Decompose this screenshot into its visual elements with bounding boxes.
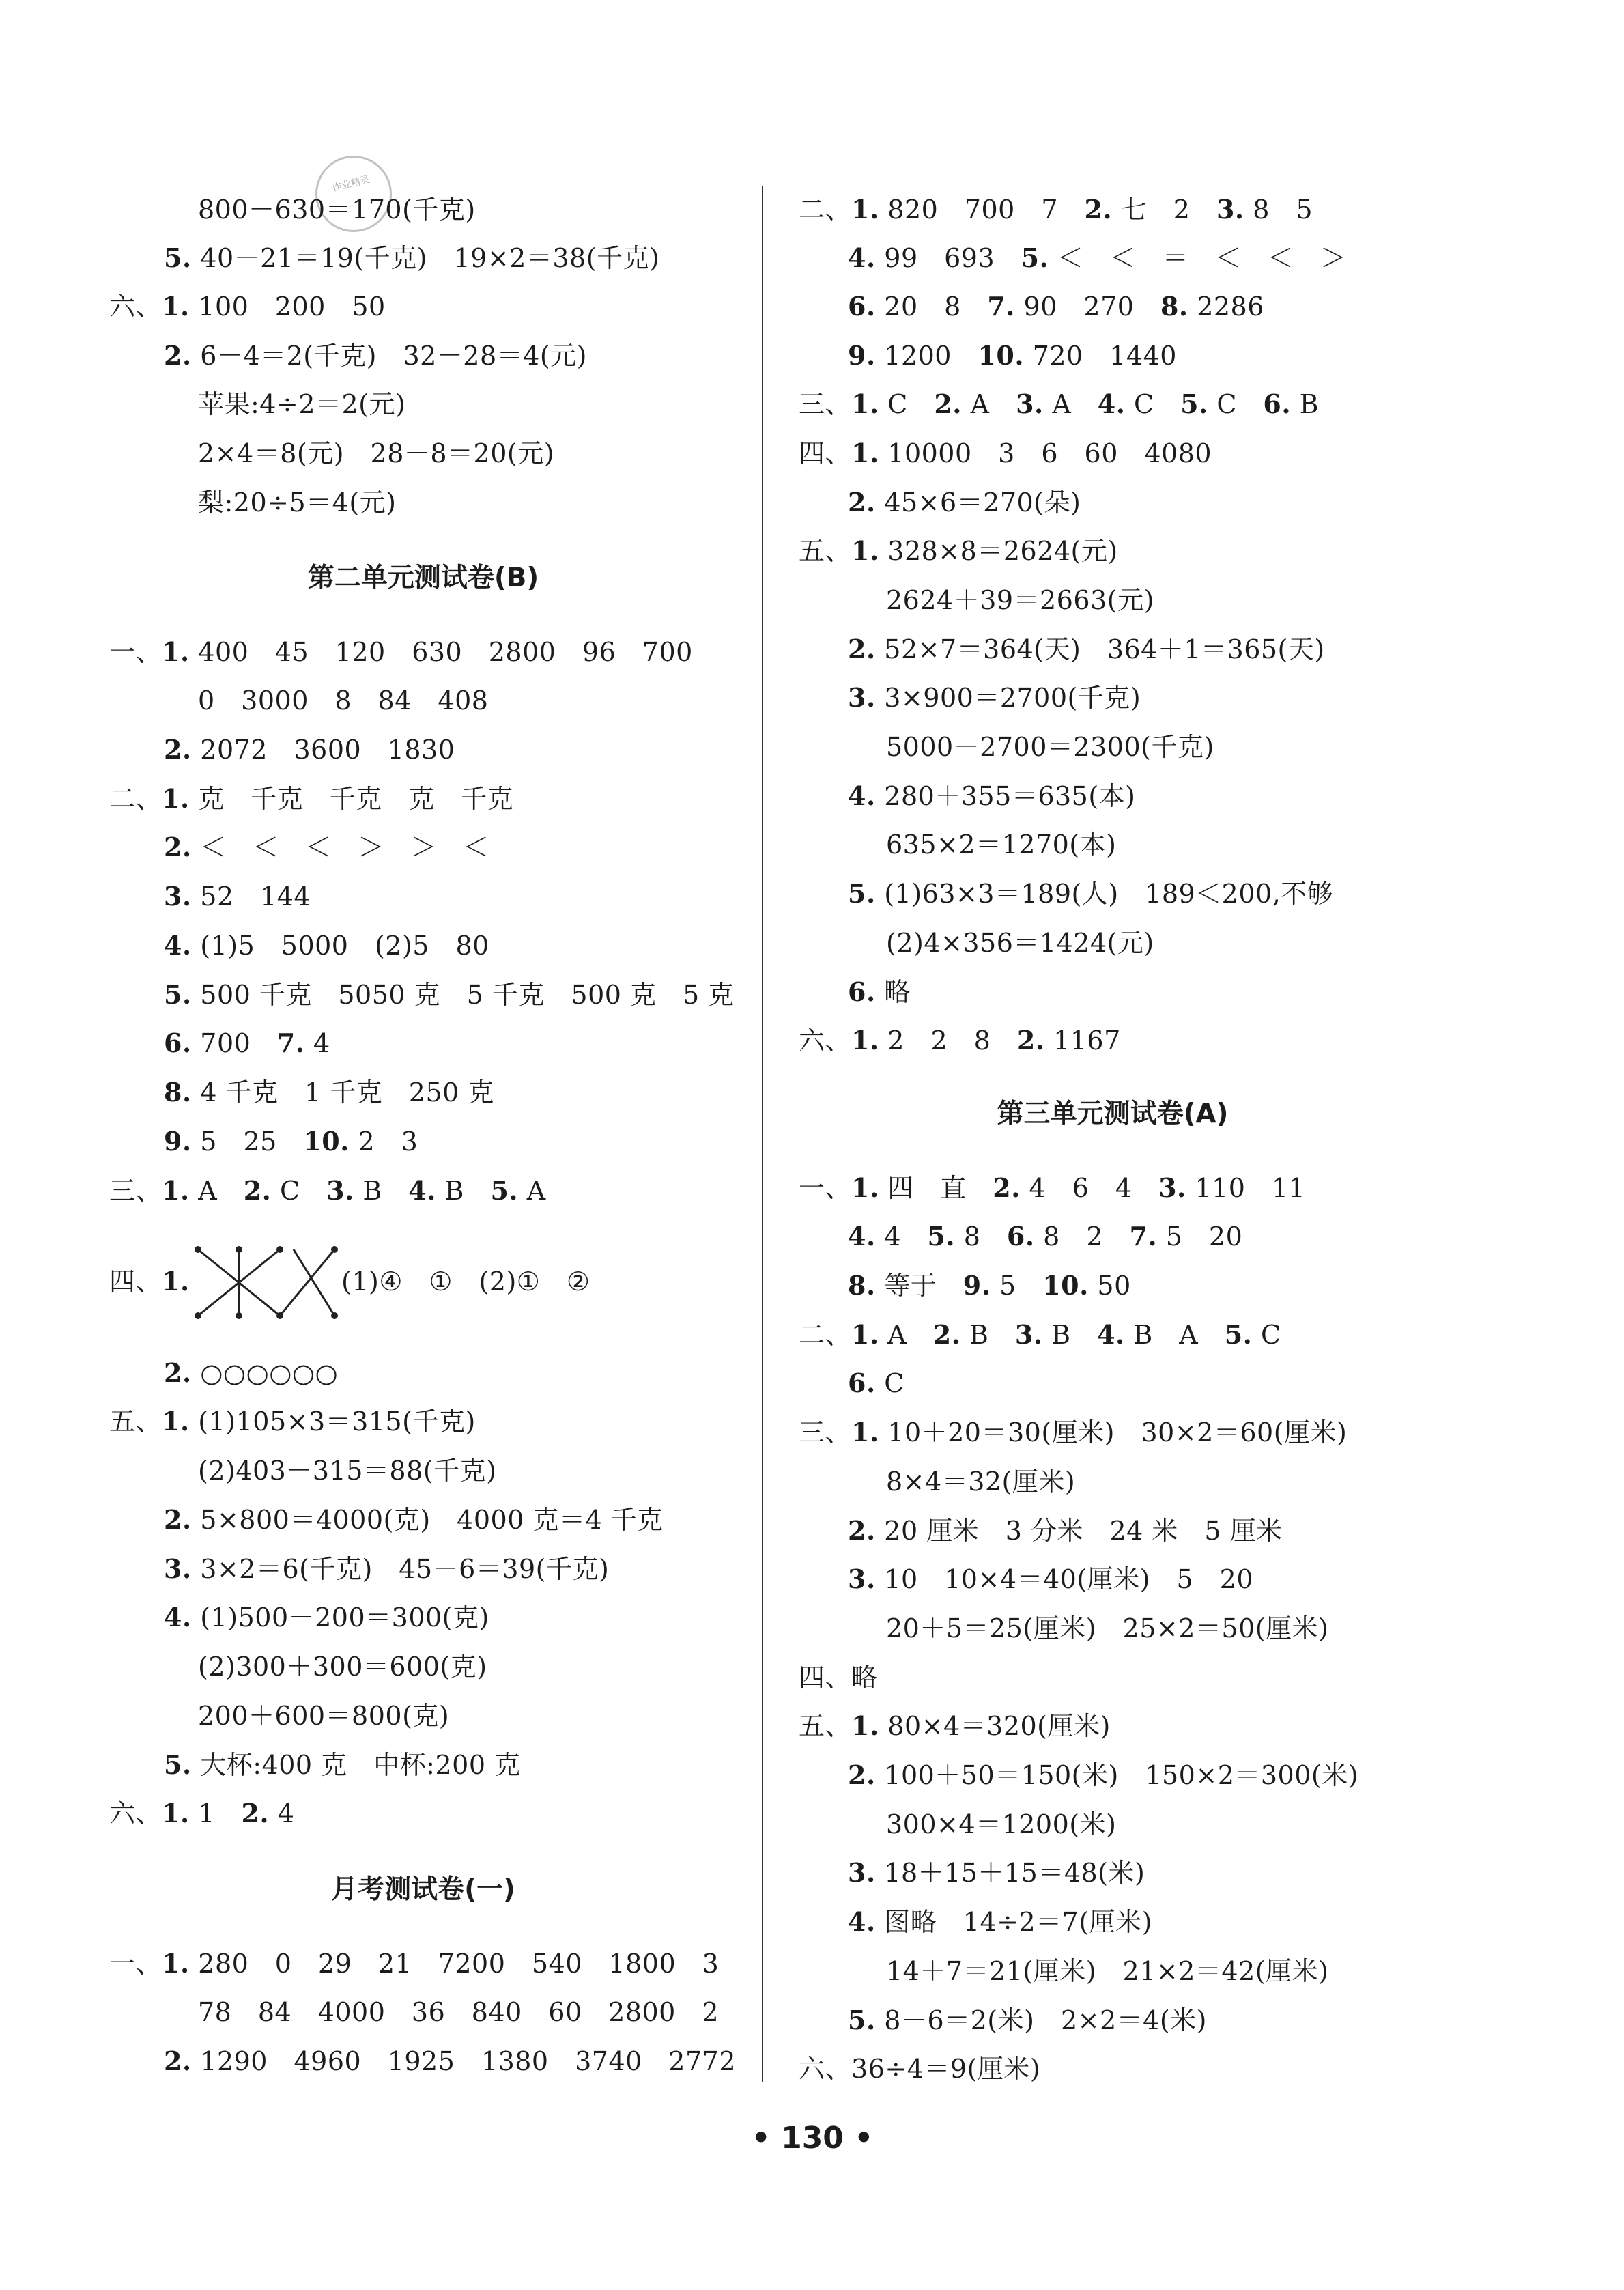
text-line: 5. 大杯:400 克 中杯:200 克 [164, 1749, 521, 1780]
text-line: 2. 1290 4960 1925 1380 3740 2772 [164, 2046, 737, 2076]
text-line: 2. 52×7＝364(天) 364＋1＝365(天) [848, 634, 1325, 664]
text-line: 5000－2700＝2300(千克) [886, 732, 1214, 762]
text-line: 三、1. A 2. C 3. B 4. B 5. A [109, 1175, 546, 1206]
text-line: 2. 20 厘米 3 分米 24 米 5 厘米 [848, 1515, 1283, 1546]
text-line: 9. 5 25 10. 2 3 [164, 1126, 418, 1157]
text-line: (1)④ ① (2)① ② [341, 1267, 590, 1297]
text-line: 4. 99 693 5. ＜ ＜ ＝ ＜ ＜ ＞ [848, 242, 1347, 273]
text-line: 三、1. C 2. A 3. A 4. C 5. C 6. B [799, 388, 1320, 419]
text-line: 五、1. (1)105×3＝315(千克) [109, 1406, 476, 1437]
text-line: 2. ○○○○○○ [164, 1357, 339, 1388]
text-line: 梨:20÷5＝4(元) [198, 487, 397, 518]
text-line: 3. 3×900＝2700(千克) [848, 682, 1141, 713]
section-title: 第二单元测试卷(B) [307, 563, 539, 593]
text-line: 800－630＝170(千克) [198, 195, 476, 225]
text-line: 三、1. 10＋20＝30(厘米) 30×2＝60(厘米) [799, 1417, 1348, 1447]
text-line: 2. 45×6＝270(朵) [848, 487, 1081, 518]
text-line: 5. 40－21＝19(千克) 19×2＝38(千克) [164, 242, 660, 273]
text-line: 3. 18＋15＋15＝48(米) [848, 1857, 1145, 1888]
text-line: 六、1. 2 2 8 2. 1167 [799, 1025, 1121, 1056]
section-title: 第三单元测试卷(A) [997, 1099, 1229, 1129]
text-line: 3. 10 10×4＝40(厘米) 5 20 [848, 1564, 1254, 1594]
text-line: 六、1. 100 200 50 [109, 291, 386, 322]
text-line: 635×2＝1270(本) [886, 830, 1117, 860]
text-line: 四、略 [799, 1663, 878, 1693]
text-line: 二、1. A 2. B 3. B 4. B A 5. C [799, 1319, 1281, 1350]
text-line: 8×4＝32(厘米) [886, 1467, 1076, 1497]
text-line: 苹果:4÷2＝2(元) [198, 389, 406, 419]
text-line: 2624＋39＝2663(元) [886, 585, 1154, 615]
text-line: 4. 280＋355＝635(本) [848, 780, 1136, 811]
section-title: 月考测试卷(一) [331, 1874, 515, 1905]
text-line: 14＋7＝21(厘米) 21×2＝42(厘米) [886, 1956, 1329, 1986]
text-line: 9. 1200 10. 720 1440 [848, 340, 1177, 371]
text-line: 2×4＝8(元) 28－8＝20(元) [198, 438, 555, 468]
text-line: 4. 图略 14÷2＝7(厘米) [848, 1906, 1152, 1937]
text-line: 2. ＜ ＜ ＜ ＞ ＞ ＜ [164, 832, 489, 862]
text-line: 5. 8－6＝2(米) 2×2＝4(米) [848, 2005, 1207, 2035]
text-line: 一、1. 280 0 29 21 7200 540 1800 3 [109, 1948, 720, 1979]
column-divider [762, 186, 763, 2082]
text-line: 二、1. 克 千克 千克 克 千克 [109, 783, 514, 814]
text-line: 6. C [848, 1368, 904, 1398]
text-line: 78 84 4000 36 840 60 2800 2 [198, 1997, 720, 2027]
text-line: (2)300＋300＝600(克) [198, 1652, 487, 1682]
text-line: 2. 6－4＝2(千克) 32－28＝4(元) [164, 340, 587, 371]
answer-page: 作业精灵 800－630＝170(千克) 5. 40－21＝19(千克) 19×2＝38(千克) 六、1. 100 200 50 2. 6－4＝2(千克) 32－28＝4(元) 苹果:4÷2＝2(元) 2×4＝8(元) 28－8＝20(元) 梨:20÷5＝4(元) 第二单元测试卷(B) 一、1. 400 45 120 630 2800 96 700 0 3000 8 84 408 2. 2072 3600 1830 二、1. 克 千克 千克 克 千克 2. ＜ ＜ ＜ ＞ ＞ ＜ 3. 52 144 4. (1)5 5000 (2)5 80 5. 500 千克 5050 克 5 千克 500 克 5 克 6. 700 7. 4 8. 4 千克 1 千克 250 克 9. 5 25 10. 2 3 三、1. A 2. C 3. B 4. B 5. A 四、1. (1)④ ① (2)① ② 2. ○○○○○○ 五、1. (1)105×3＝315(千克) (2)403－315＝88(千克) 2. 5×800＝4000(克) 4000 克＝4 千克 3. 3×2＝6(千克) 45－6＝39(千克) 4. (1)500－200＝300(克) (2)300＋300＝600(克) 200＋600＝800(克) 5. 大杯:400 克 中杯:200 克 六、1. 1 2. 4 月考测试卷(一) 一、1. 280 0 29 21 7200 540 1800 3 78 84 4000 36 840 60 2800 2 2. 1290 4960 1925 1380 3740 2772 二、1. 820 700 7 2. 七 2 3. 8 5 4. 99 693 5. ＜ ＜ ＝ ＜ ＜ ＞ 6. 20 8 7. 90 270 8. 2286 9. 1200 10. 720 1440 三、1. C 2. A 3. A 4. C 5. C 6. B 四、1. 10000 3 6 60 4080 2. 45×6＝270(朵) 五、1. 328×8＝2624(元) 2624＋39＝2663(元) 2. 52×7＝364(天) 364＋1＝365(天) 3. 3×900＝2700(千克) 5000－2700＝2300(千克) 4. 280＋355＝635(本) 635×2＝1270(本) 5. (1)63×3＝189(人) 189＜200,不够 (2)4×356＝1424(元) 6. 略 六、1. 2 2 8 2. 1167 第三单元测试卷(A) 一、1. 四 直 2. 4 6 4 3. 110 11 4. 4 5. 8 6. 8 2 7. 5 20 8. 等于 9. 5 10. 50 二、1. A 2. B 3. B 4. B A 5. C 6. C 三、1. 10＋20＝30(厘米) 30×2＝60(厘米) 8×4＝32(厘米) 2. 20 厘米 3 分米 24 米 5 厘米 3. 10 10×4＝40(厘米) 5 20 20＋5＝25(厘米) 25×2＝50(厘米) 四、略 五、1. 80×4＝320(厘米) 2. 100＋50＝150(米) 150×2＝300(米) 300×4＝1200(米) 3. 18＋15＋15＝48(米) 4. 图略 14÷2＝7(厘米) 14＋7＝21(厘米) 21×2＝42(厘米) 5. 8－6＝2(米) 2×2＝4(米) 六、36÷4＝9(厘米) • 130 • [0, 0, 1624, 2290]
text-line: 五、1. 80×4＝320(厘米) [799, 1710, 1111, 1741]
text-line: 二、1. 820 700 7 2. 七 2 3. 8 5 [799, 194, 1313, 225]
text-line: 3. 52 144 [164, 881, 311, 911]
text-line: 300×4＝1200(米) [886, 1809, 1117, 1839]
text-line: 4. (1)5 5000 (2)5 80 [164, 930, 489, 961]
text-line: 8. 4 千克 1 千克 250 克 [164, 1077, 494, 1107]
text-line: 4. 4 5. 8 6. 8 2 7. 5 20 [848, 1221, 1243, 1252]
text-line: 5. (1)63×3＝189(人) 189＜200,不够 [848, 878, 1334, 909]
text-line: 六、1. 1 2. 4 [109, 1798, 295, 1828]
text-line: (2)403－315＝88(千克) [198, 1456, 497, 1486]
text-line: 一、1. 400 45 120 630 2800 96 700 [109, 636, 693, 667]
text-line: 2. 100＋50＝150(米) 150×2＝300(米) [848, 1759, 1359, 1790]
text-line: 6. 20 8 7. 90 270 8. 2286 [848, 291, 1264, 322]
text-line: 5. 500 千克 5050 克 5 千克 500 克 5 克 [164, 979, 735, 1010]
text-line: 六、36÷4＝9(厘米) [799, 2054, 1041, 2084]
text-line: 6. 700 7. 4 [164, 1028, 330, 1058]
text-line: 一、1. 四 直 2. 4 6 4 3. 110 11 [799, 1172, 1306, 1203]
text-line: 200＋600＝800(克) [198, 1701, 450, 1731]
text-line: 四、1. 10000 3 6 60 4080 [799, 438, 1212, 468]
text-line: 四、1. [109, 1266, 190, 1297]
text-line: 4. (1)500－200＝300(克) [164, 1602, 489, 1632]
text-line: (2)4×356＝1424(元) [886, 928, 1154, 958]
text-line: 2. 5×800＝4000(克) 4000 克＝4 千克 [164, 1504, 664, 1535]
text-line: 6. 略 [848, 976, 911, 1007]
text-line: 3. 3×2＝6(千克) 45－6＝39(千克) [164, 1553, 610, 1584]
text-line: 20＋5＝25(厘米) 25×2＝50(厘米) [886, 1613, 1329, 1643]
text-line: 8. 等于 9. 5 10. 50 [848, 1270, 1131, 1301]
text-line: 0 3000 8 84 408 [198, 685, 489, 716]
watermark-stamp: 作业精灵 [307, 147, 400, 240]
matching-lines-figure [191, 1237, 341, 1326]
text-line: 2. 2072 3600 1830 [164, 734, 455, 765]
text-line: 五、1. 328×8＝2624(元) [799, 535, 1118, 566]
